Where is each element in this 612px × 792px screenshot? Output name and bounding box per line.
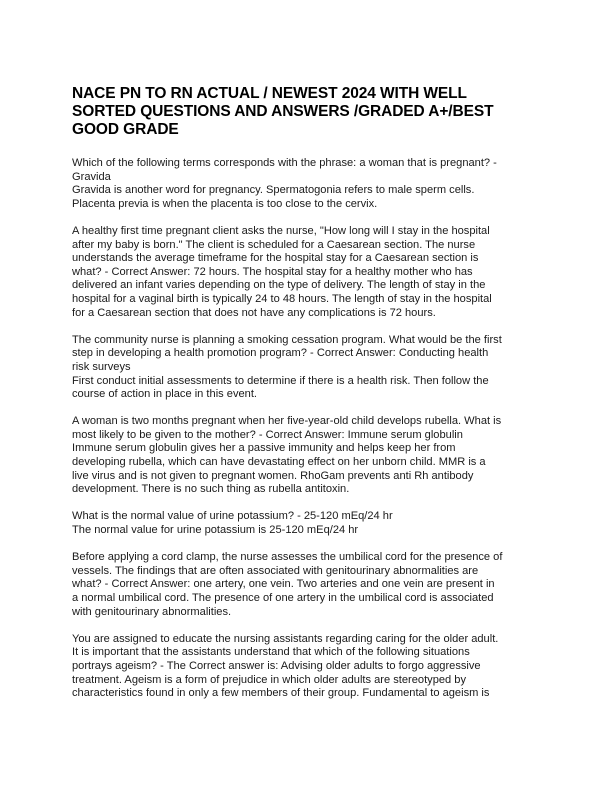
text-line: what? - Correct Answer: one artery, one vein. Two arteries and one vein are present in xyxy=(72,578,495,591)
text-line: course of action in place in this event. xyxy=(72,388,258,401)
text-line: vessels. The findings that are often associated with genitourinary abnormalities are xyxy=(72,564,479,577)
title-line: SORTED QUESTIONS AND ANSWERS /GRADED A+/BEST xyxy=(72,103,494,120)
text-line: You are assigned to educate the nursing assistants regarding caring for the older adult. xyxy=(72,632,499,645)
text-line: development. There is no such thing as rubella antitoxin. xyxy=(72,483,350,496)
text-line: The community nurse is planning a smoking cessation program. What would be the first xyxy=(72,333,502,346)
qa-paragraph-gravida xyxy=(72,157,546,211)
text-line: Immune serum globulin gives her a passive immunity and helps keep her from xyxy=(72,442,456,455)
text-line: hospital for a vaginal birth is typically 24 to 48 hours. The length of stay in the hospital xyxy=(72,292,492,305)
document-body xyxy=(72,85,546,714)
qa-paragraph-potassium xyxy=(72,510,546,537)
text-line: Placenta previa is when the placenta is too close to the cervix. xyxy=(72,197,378,210)
text-line: portrays ageism? - The Correct answer is: Advising older adults to forgo aggressive xyxy=(72,659,481,672)
text-line: Which of the following terms corresponds with the phrase: a woman that is pregnant? - xyxy=(72,157,497,169)
text-line: with genitourinary abnormalities. xyxy=(72,605,232,618)
text-line: characteristics found in only a few members of their group. Fundamental to ageism is xyxy=(72,687,490,700)
document-title xyxy=(72,85,546,139)
text-line: understands the average timeframe for the hospital stay for a Caesarean section is xyxy=(72,252,479,265)
title-line: NACE PN TO RN ACTUAL / NEWEST 2024 WITH WELL xyxy=(72,85,467,102)
text-line: Gravida is another word for pregnancy. Spermatogonia refers to male sperm cells. xyxy=(72,184,475,197)
title-line: GOOD GRADE xyxy=(72,121,179,138)
text-line: What is the normal value of urine potassium? - 25-120 mEq/24 hr xyxy=(72,510,393,523)
qa-paragraph-smoking xyxy=(72,334,546,402)
qa-paragraph-rubella xyxy=(72,415,546,497)
text-line: treatment. Ageism is a form of prejudice in which older adults are stereotyped by xyxy=(72,673,467,686)
text-line: Before applying a cord clamp, the nurse assesses the umbilical cord for the presence of xyxy=(72,551,503,564)
text-line: step in developing a health promotion program? - Correct Answer: Conducting health xyxy=(72,347,489,360)
text-line: The normal value for urine potassium is 25-120 mEq/24 hr xyxy=(72,524,359,537)
text-line: A healthy first time pregnant client asks the nurse, "How long will I stay in the hospital xyxy=(72,224,490,237)
text-line: a normal umbilical cord. The presence of one artery in the umbilical cord is associated xyxy=(72,592,494,604)
text-line: developing rubella, which can have devastating effect on her unborn child. MMR is a xyxy=(72,456,486,469)
qa-paragraph-umbilical xyxy=(72,551,546,619)
qa-paragraph-ageism xyxy=(72,633,546,701)
text-line: Gravida xyxy=(72,170,111,183)
text-line: for a Caesarean section that does not have any complications is 72 hours. xyxy=(72,306,436,319)
qa-paragraph-caesarean xyxy=(72,225,546,320)
text-line: after my baby is born." The client is scheduled for a Caesarean section. The nurse xyxy=(72,238,476,251)
text-line: First conduct initial assessments to determine if there is a health risk. Then follow the xyxy=(72,374,489,387)
text-line: A woman is two months pregnant when her five-year-old child develops rubella. What is xyxy=(72,415,502,428)
text-line: what? - Correct Answer: 72 hours. The hospital stay for a healthy mother who has xyxy=(72,265,473,278)
text-line: delivered an infant varies depending on the type of delivery. The length of stay in the xyxy=(72,279,486,292)
text-line: risk surveys xyxy=(72,360,131,373)
text-line: It is important that the assistants understand that which of the following situations xyxy=(72,646,470,659)
text-line: most likely to be given to the mother? - Correct Answer: Immune serum globulin xyxy=(72,428,463,441)
text-line: live virus and is not given to pregnant women. RhoGam prevents anti Rh antibody xyxy=(72,469,474,482)
